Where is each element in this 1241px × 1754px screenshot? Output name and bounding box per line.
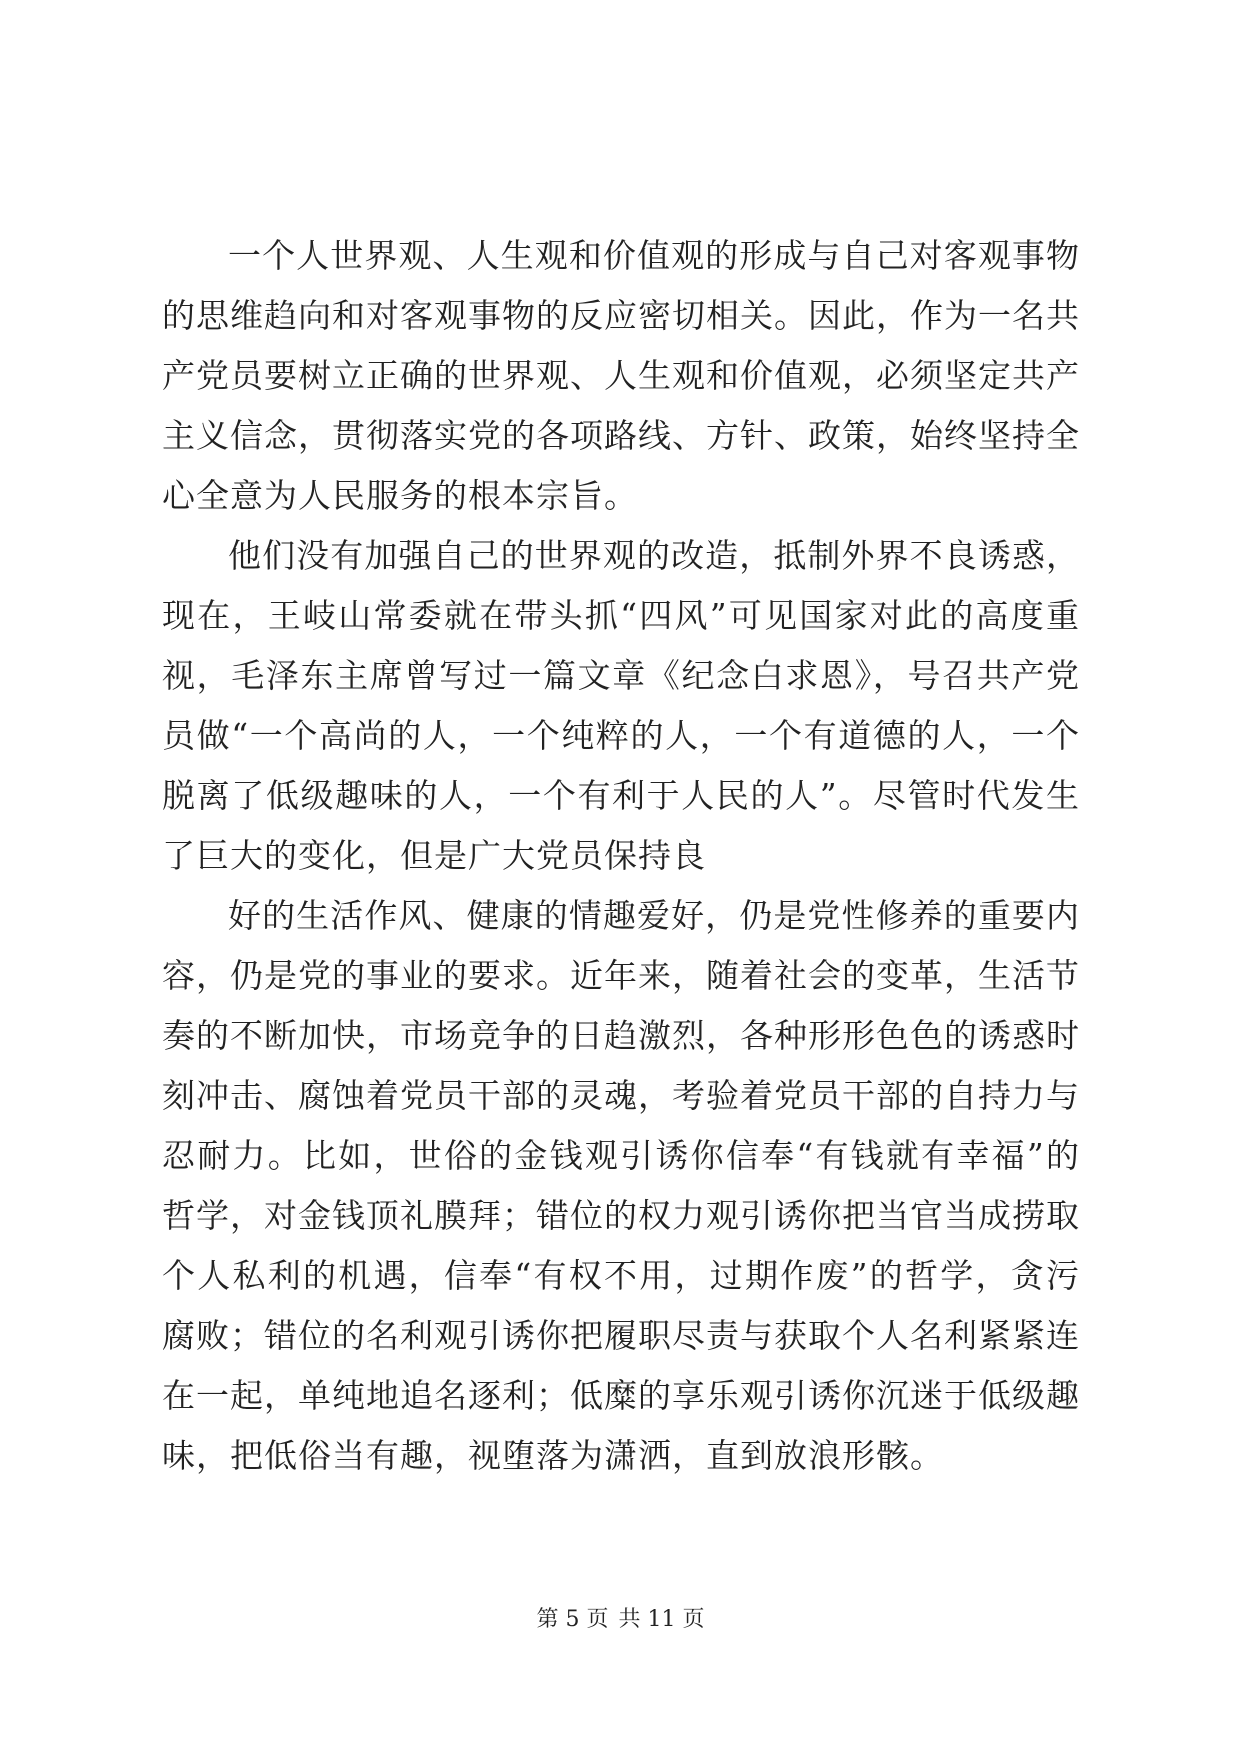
paragraph-1: 一个人世界观、人生观和价值观的形成与自己对客观事物的思维趋向和对客观事物的反应密切相关。因此，作为一名共产党员要树立正确的世界观、人生观和价值观，必须坚定共产主义信念，贯彻落实党的各项路线、方针、政策，始终坚持全心全意为人民服务的根本宗旨。 (162, 236, 1080, 515)
paragraph-2: 他们没有加强自己的世界观的改造，抵制外界不良诱惑，现在，王岐山常委就在带头抓“四风”可见国家对此的高度重视，毛泽东主席曾写过一篇文章《纪念白求恩》，号召共产党员做“一个高尚的人，一个纯粹的人，一个有道德的人，一个脱离了低级趣味的人，一个有利于人民的人”。尽管时代发生了巨大的变化，但是广大党员保持良 (162, 536, 1080, 875)
document-body (162, 226, 1080, 1486)
paragraph-3: 好的生活作风、健康的情趣爱好，仍是党性修养的重要内容，仍是党的事业的要求。近年来，随着社会的变革，生活节奏的不断加快，市场竞争的日趋激烈，各种形形色色的诱惑时刻冲击、腐蚀着党员干部的灵魂，考验着党员干部的自持力与忍耐力。比如，世俗的金钱观引诱你信奉“有钱就有幸福”的哲学，对金钱顶礼膜拜；错位的权力观引诱你把当官当成捞取个人私利的机遇，信奉“有权不用，过期作废”的哲学，贪污腐败；错位的名利观引诱你把履职尽责与获取个人名利紧紧连在一起，单纯地追名逐利；低糜的享乐观引诱你沉迷于低级趣味，把低俗当有趣，视堕落为潇洒，直到放浪形骸。 (162, 896, 1080, 1475)
page-footer (0, 1605, 1241, 1635)
page-number: 第 5 页 (536, 1607, 609, 1632)
page-total: 共 11 页 (618, 1607, 705, 1632)
